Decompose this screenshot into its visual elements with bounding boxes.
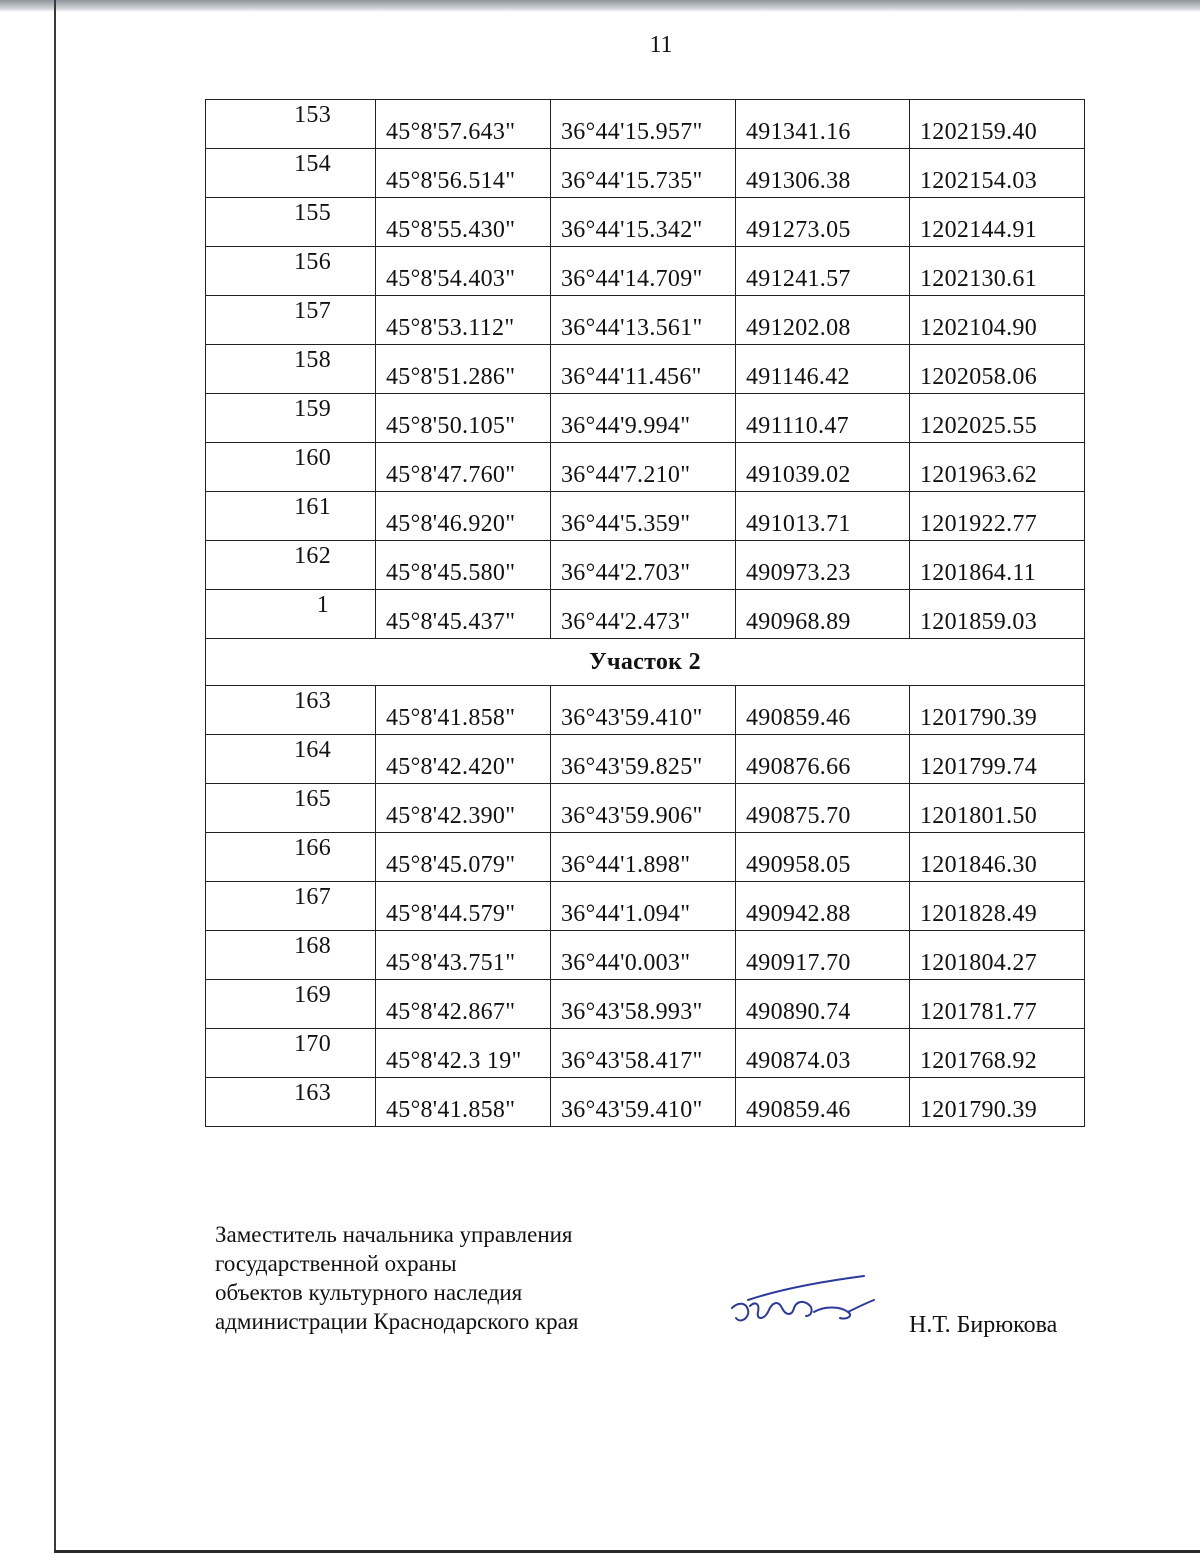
y-coordinate-cell: 1201846.30 bbox=[910, 833, 1085, 882]
point-number-cell: 154 bbox=[206, 149, 376, 198]
table-row bbox=[206, 686, 1085, 735]
table-row bbox=[206, 735, 1085, 784]
longitude-cell: 36°44'15.957" bbox=[551, 100, 736, 149]
x-coordinate-cell: 491202.08 bbox=[736, 296, 910, 345]
longitude-cell: 36°44'1.898" bbox=[551, 833, 736, 882]
signatory-title-line: Заместитель начальника управления bbox=[215, 1222, 573, 1247]
x-coordinate-cell: 491306.38 bbox=[736, 149, 910, 198]
latitude-cell: 45°8'56.514" bbox=[376, 149, 551, 198]
handwritten-signature bbox=[728, 1272, 888, 1342]
y-coordinate-cell: 1202058.06 bbox=[910, 345, 1085, 394]
longitude-cell: 36°43'59.906" bbox=[551, 784, 736, 833]
x-coordinate-cell: 491039.02 bbox=[736, 443, 910, 492]
y-coordinate-cell: 1201963.62 bbox=[910, 443, 1085, 492]
longitude-cell: 36°44'9.994" bbox=[551, 394, 736, 443]
y-coordinate-cell: 1202159.40 bbox=[910, 100, 1085, 149]
y-coordinate-cell: 1201790.39 bbox=[910, 686, 1085, 735]
coordinates-table bbox=[205, 99, 1085, 1127]
x-coordinate-cell: 491013.71 bbox=[736, 492, 910, 541]
point-number-cell: 163 bbox=[206, 686, 376, 735]
longitude-cell: 36°44'13.561" bbox=[551, 296, 736, 345]
y-coordinate-cell: 1201859.03 bbox=[910, 590, 1085, 639]
latitude-cell: 45°8'45.580" bbox=[376, 541, 551, 590]
y-coordinate-cell: 1201768.92 bbox=[910, 1029, 1085, 1078]
y-coordinate-cell: 1201828.49 bbox=[910, 882, 1085, 931]
point-number-cell: 155 bbox=[206, 198, 376, 247]
table-row bbox=[206, 931, 1085, 980]
x-coordinate-cell: 491273.05 bbox=[736, 198, 910, 247]
table-row bbox=[206, 1078, 1085, 1127]
table-row bbox=[206, 198, 1085, 247]
y-coordinate-cell: 1201864.11 bbox=[910, 541, 1085, 590]
latitude-cell: 45°8'41.858" bbox=[376, 1078, 551, 1127]
scan-edge-top bbox=[0, 0, 1200, 12]
signatory-title-line: администрации Краснодарского края bbox=[215, 1309, 579, 1334]
section-heading: Участок 2 bbox=[206, 639, 1085, 686]
latitude-cell: 45°8'43.751" bbox=[376, 931, 551, 980]
x-coordinate-cell: 490859.46 bbox=[736, 686, 910, 735]
table-row bbox=[206, 784, 1085, 833]
latitude-cell: 45°8'42.867" bbox=[376, 980, 551, 1029]
latitude-cell: 45°8'54.403" bbox=[376, 247, 551, 296]
point-number-cell: 156 bbox=[206, 247, 376, 296]
point-number-cell: 157 bbox=[206, 296, 376, 345]
x-coordinate-cell: 490859.46 bbox=[736, 1078, 910, 1127]
x-coordinate-cell: 490958.05 bbox=[736, 833, 910, 882]
longitude-cell: 36°44'0.003" bbox=[551, 931, 736, 980]
longitude-cell: 36°44'15.342" bbox=[551, 198, 736, 247]
point-number-cell: 162 bbox=[206, 541, 376, 590]
longitude-cell: 36°43'58.993" bbox=[551, 980, 736, 1029]
longitude-cell: 36°44'1.094" bbox=[551, 882, 736, 931]
signatory-title bbox=[215, 1220, 578, 1336]
x-coordinate-cell: 491110.47 bbox=[736, 394, 910, 443]
point-number-cell: 170 bbox=[206, 1029, 376, 1078]
table-row bbox=[206, 443, 1085, 492]
point-number-cell: 160 bbox=[206, 443, 376, 492]
longitude-cell: 36°43'58.417" bbox=[551, 1029, 736, 1078]
section-row bbox=[206, 639, 1085, 686]
y-coordinate-cell: 1202130.61 bbox=[910, 247, 1085, 296]
longitude-cell: 36°44'15.735" bbox=[551, 149, 736, 198]
x-coordinate-cell: 491146.42 bbox=[736, 345, 910, 394]
longitude-cell: 36°43'59.410" bbox=[551, 1078, 736, 1127]
longitude-cell: 36°44'11.456" bbox=[551, 345, 736, 394]
y-coordinate-cell: 1201799.74 bbox=[910, 735, 1085, 784]
x-coordinate-cell: 490917.70 bbox=[736, 931, 910, 980]
latitude-cell: 45°8'42.420" bbox=[376, 735, 551, 784]
latitude-cell: 45°8'47.760" bbox=[376, 443, 551, 492]
y-coordinate-cell: 1201781.77 bbox=[910, 980, 1085, 1029]
signatory-title-line: объектов культурного наследия bbox=[215, 1280, 523, 1305]
x-coordinate-cell: 490973.23 bbox=[736, 541, 910, 590]
latitude-cell: 45°8'42.390" bbox=[376, 784, 551, 833]
x-coordinate-cell: 491241.57 bbox=[736, 247, 910, 296]
longitude-cell: 36°44'2.703" bbox=[551, 541, 736, 590]
x-coordinate-cell: 490890.74 bbox=[736, 980, 910, 1029]
longitude-cell: 36°44'5.359" bbox=[551, 492, 736, 541]
latitude-cell: 45°8'45.437" bbox=[376, 590, 551, 639]
point-number-cell: 159 bbox=[206, 394, 376, 443]
table-row bbox=[206, 296, 1085, 345]
x-coordinate-cell: 490876.66 bbox=[736, 735, 910, 784]
y-coordinate-cell: 1201922.77 bbox=[910, 492, 1085, 541]
x-coordinate-cell: 490968.89 bbox=[736, 590, 910, 639]
latitude-cell: 45°8'44.579" bbox=[376, 882, 551, 931]
point-number-cell: 168 bbox=[206, 931, 376, 980]
signatory-title-line: государственной охраны bbox=[215, 1251, 457, 1276]
table-row bbox=[206, 100, 1085, 149]
latitude-cell: 45°8'55.430" bbox=[376, 198, 551, 247]
x-coordinate-cell: 490874.03 bbox=[736, 1029, 910, 1078]
point-number-cell: 166 bbox=[206, 833, 376, 882]
signatory-name: Н.Т. Бирюкова bbox=[909, 1312, 1058, 1338]
table-row bbox=[206, 394, 1085, 443]
page-number: 11 bbox=[649, 32, 673, 58]
latitude-cell: 45°8'42.3 19" bbox=[376, 1029, 551, 1078]
table-row bbox=[206, 1029, 1085, 1078]
y-coordinate-cell: 1202104.90 bbox=[910, 296, 1085, 345]
table-row bbox=[206, 345, 1085, 394]
longitude-cell: 36°43'59.410" bbox=[551, 686, 736, 735]
x-coordinate-cell: 491341.16 bbox=[736, 100, 910, 149]
latitude-cell: 45°8'50.105" bbox=[376, 394, 551, 443]
coordinates-table-body bbox=[206, 100, 1085, 1127]
latitude-cell: 45°8'46.920" bbox=[376, 492, 551, 541]
table-row bbox=[206, 149, 1085, 198]
table-row bbox=[206, 492, 1085, 541]
y-coordinate-cell: 1201790.39 bbox=[910, 1078, 1085, 1127]
y-coordinate-cell: 1201804.27 bbox=[910, 931, 1085, 980]
latitude-cell: 45°8'57.643" bbox=[376, 100, 551, 149]
y-coordinate-cell: 1202154.03 bbox=[910, 149, 1085, 198]
latitude-cell: 45°8'51.286" bbox=[376, 345, 551, 394]
y-coordinate-cell: 1202025.55 bbox=[910, 394, 1085, 443]
point-number-cell: 1 bbox=[206, 590, 376, 639]
point-number-cell: 165 bbox=[206, 784, 376, 833]
x-coordinate-cell: 490942.88 bbox=[736, 882, 910, 931]
table-row bbox=[206, 833, 1085, 882]
latitude-cell: 45°8'41.858" bbox=[376, 686, 551, 735]
point-number-cell: 163 bbox=[206, 1078, 376, 1127]
longitude-cell: 36°44'7.210" bbox=[551, 443, 736, 492]
table-row bbox=[206, 882, 1085, 931]
table-row bbox=[206, 980, 1085, 1029]
longitude-cell: 36°44'14.709" bbox=[551, 247, 736, 296]
y-coordinate-cell: 1202144.91 bbox=[910, 198, 1085, 247]
point-number-cell: 161 bbox=[206, 492, 376, 541]
longitude-cell: 36°44'2.473" bbox=[551, 590, 736, 639]
y-coordinate-cell: 1201801.50 bbox=[910, 784, 1085, 833]
point-number-cell: 164 bbox=[206, 735, 376, 784]
table-row bbox=[206, 590, 1085, 639]
point-number-cell: 158 bbox=[206, 345, 376, 394]
x-coordinate-cell: 490875.70 bbox=[736, 784, 910, 833]
latitude-cell: 45°8'45.079" bbox=[376, 833, 551, 882]
point-number-cell: 167 bbox=[206, 882, 376, 931]
latitude-cell: 45°8'53.112" bbox=[376, 296, 551, 345]
longitude-cell: 36°43'59.825" bbox=[551, 735, 736, 784]
scan-edge-left bbox=[54, 0, 56, 1553]
point-number-cell: 169 bbox=[206, 980, 376, 1029]
point-number-cell: 153 bbox=[206, 100, 376, 149]
table-row bbox=[206, 541, 1085, 590]
table-row bbox=[206, 247, 1085, 296]
